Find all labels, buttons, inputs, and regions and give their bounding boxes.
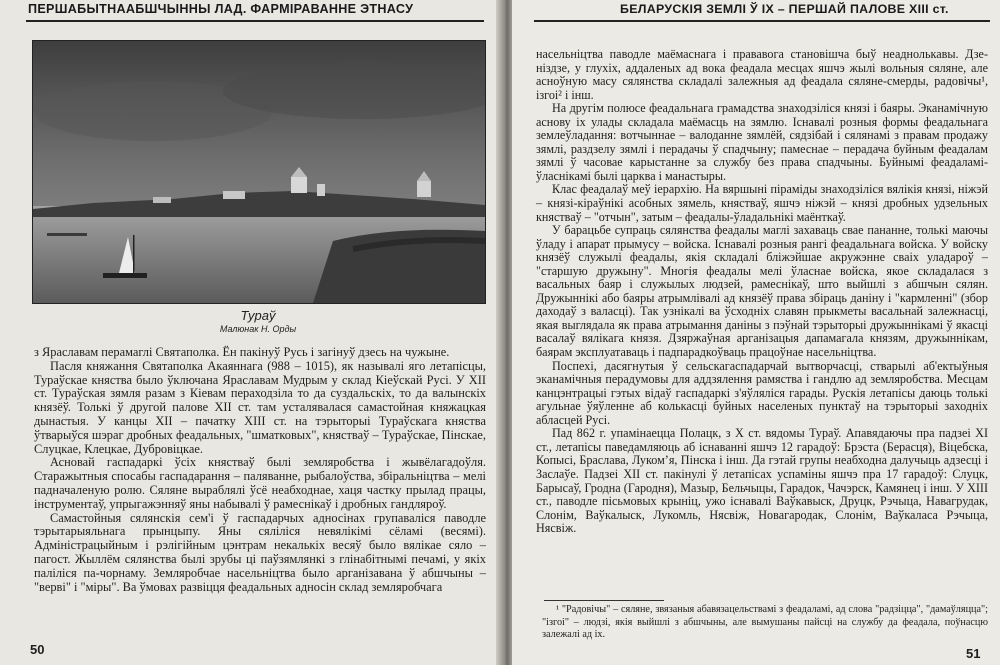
right-page-number: 51 [966, 646, 981, 661]
right-body-text [536, 48, 988, 536]
illustration-title: Тураў [240, 308, 276, 323]
left-paragraph: Асновай гаспадаркі ўсіх княстваў былі земляробства і жывёлагадоўля. Старажытныя спосабы гаспадарання – паляванне, рыбалоўства, збіральніцтва – мелі падначаленую ролю. Сяляне выраблялі ўсё неабходнае, хаця частку прылад працы, інструментаў, упрыгажэнняў яны набывалі ў рамеснікаў і дробных гандляроў. [34, 455, 486, 511]
right-paragraph: Пад 862 г. упамінаецца Полацк, з X ст. вядомы Тураў. Апавядаючы пра падзеі XI ст., летапісы паведамляюць аб існаванні яшчэ 12 гарадоў: Брэста (Берасця), Віцебска, Копысі, Браслава, Лукомʼя, Пінска і інш. Да гэтай групы неабходна далучыць адзесці і Заслаўе. Падзеі XII ст. пакінулі ў летапісах успаміны яшчэ пра 17 гарадоў: Слуцк, Барысаў, Гродна (Гародня), Мазыр, Бельчыцы, Гарадок, Чачэрск, Камянец і інш. У XIII ст., паводле пісьмовых крыніц, ужо існавалі Ваўкавыск, Друцк, Рэчыца, Навагрудак, Слонім, Ваўкалыск, Лукомль, Нясвіж, Новагародак, Слонім, Ваўкаласа Рэчыца, Нясвіж. [536, 426, 988, 536]
left-running-head: ПЕРШАБЫТНААБШЧЫННЫ ЛАД. ФАРМІРАВАННЕ ЭТНАСУ [28, 2, 414, 16]
right-paragraph: Поспехі, дасягнутыя ў сельскагаспадарчай вытворчасці, стварылі аб'ектыўныя эканамічныя перадумовы для аддзялення рамяства і гандлю ад земляробства. Месцам канцэнтрацыі гэтых відаў гаспадаркі з'яўляліся гарады. Рускія летапісы даюць толькі агульнае ўяўленне аб колькасці буйных населеных пунктаў на тэрыторыі заходніх абласцей Русі. [536, 358, 988, 427]
right-paragraph: На другім полюсе феадальнага грамадства знаходзіліся князі і баяры. Эканамічную аснову іх улады складала маёмасць на зямлю. Існавалі розныя формы феадальнага землеўладання: вотчыннае – валоданне зямлёй, сядзібай і сялянамі з правам продажу зямлі, раздзелу зямлі і перадачы ў спадчыну; памеснае – перадача буйным феадалам зямлі ў часовае карыстанне за службу без права спадчыны. Буйнымі феадаламі-ўласнікамі былі царква і манастыры. [536, 101, 988, 183]
illustration-credit: Малюнак Н. Орды [219, 324, 297, 334]
right-paragraph: насельніцтва паводле маёмаснага і прававога становішча быў неаднолькавы. Дзе-ніздзе, у глухіх, аддаленых ад вока феадала месцах яшчэ жылі вольныя сяляне, але асноўную масу сялянства складалі залежныя ад феадала сяляне-смерды, радовічы¹, ізгоі² і інш. [536, 47, 988, 102]
right-paragraph: У барацьбе супраць сялянства феадалы маглі захаваць свае пананне, толькі маючы ўладу і апарат прымусу – войска. Існавалі розныя рангі феадальнага войска. У войску князёў служылі феадалы, якія складалі бліжэйшае акружэнне сваіх уладароў – "старшую дружыну". Многія феадалы мелі ўласнае войска, якое складалася з васальных баяр і служылых людзей, рамеснікаў, што выйшлі з абшчын сялян. Дружыннікі або баяры атрымлівалі ад князёў права збіраць даніну і "кармленні" (збор даходаў з валасці). Так узнікалі ва ўсходніх славян прыкметы васальнай залежнасці, якая выглядала як права атрымання даніны з пэўнай тэрыторыі дружыннікамі ў якасці васалаў вялікага князя. Дзяржаўная арганізацыя дапамагала князям, дружыннікам, баярам эксплуатаваць і падпарадкоўваць працоўнае насельніцтва. [536, 223, 988, 360]
right-paragraph: Клас феадалаў меў іерархію. На вяршыні піраміды знаходзіліся вялікія князі, ніжэй – князі-кіраўнікі асобных зямель, княстваў, яшчэ ніжэй – князі дробных удзельных княстваў – "отчын", затым – феадалы-ўладальнікі маёнткаў. [536, 182, 988, 224]
left-paragraph: Пасля княжання Святаполка Акаяннага (988 – 1015), як называлі яго летапісцы, Тураўскае княства было ўключана Яраславам Мудрым у склад Кіеўскай Русі. У XII ст. Тураўская зямля разам з Кіевам пераходзіла то да суздальскіх, то да валынскіх князёў. Толькі ў другой палове XII ст. там усталявалася самастойная княжацкая дынастыя. У канцы XII – пачатку XIII ст. на тэрыторыі Тураўскага княства ўтварыўся шэраг дробных феадальных, "шматковых", княстваў – Тураўскае, Пінскае, Слуцкае, Клецкае, Дубровіцкае. [34, 358, 486, 456]
left-body-text [34, 346, 486, 594]
left-page-number: 50 [30, 642, 45, 657]
footnotes [542, 604, 988, 642]
left-paragraph: з Яраславам перамаглі Святаполка. Ён пакінуў Русь і загінуў дзесь на чужыне. [34, 345, 450, 359]
right-running-head: БЕЛАРУСКІЯ ЗЕМЛІ Ў IX – ПЕРШАЙ ПАЛОВЕ XIII ст. [620, 2, 949, 16]
left-paragraph: Самастойныя сялянскія сем'і ў гаспадарчых адносінах групаваліся паводле тэрытарыяльнага прынцыпу. Яны сяліліся невялікімі сёламі (весямі). Адміністрацыйным і рэлігійным цэнтрам некалькіх весяў было вялікае сяло – пагост. Жыллём сялянства былі зрубы ці паўзямлянкі з глінабітнымі печамі, у якіх паліліся па-чорнаму. Земляробчае насельніцтва было арганізавана ў абшчыны – "верві" і "міры". Ва ўмовах развіцця феадальных адносін склад земляробчага [34, 510, 486, 594]
landscape-drawing-icon [33, 41, 485, 303]
right-page [512, 0, 1000, 665]
illustration-turau [32, 40, 486, 304]
footnote: ¹ "Радовічы" – сяляне, звязаныя абавязацельствамі з феадаламі, ад слова "радзіцца", "дамаўляцца"; "ізгоі" – людзі, якія выйшлі з абшчыны, але вымушаны пайсці на службу да феадала, поўнасцю залежалі ад іх. [542, 604, 988, 640]
right-head-rule [534, 20, 990, 22]
left-head-rule [26, 20, 484, 22]
footnote-rule [544, 600, 664, 601]
